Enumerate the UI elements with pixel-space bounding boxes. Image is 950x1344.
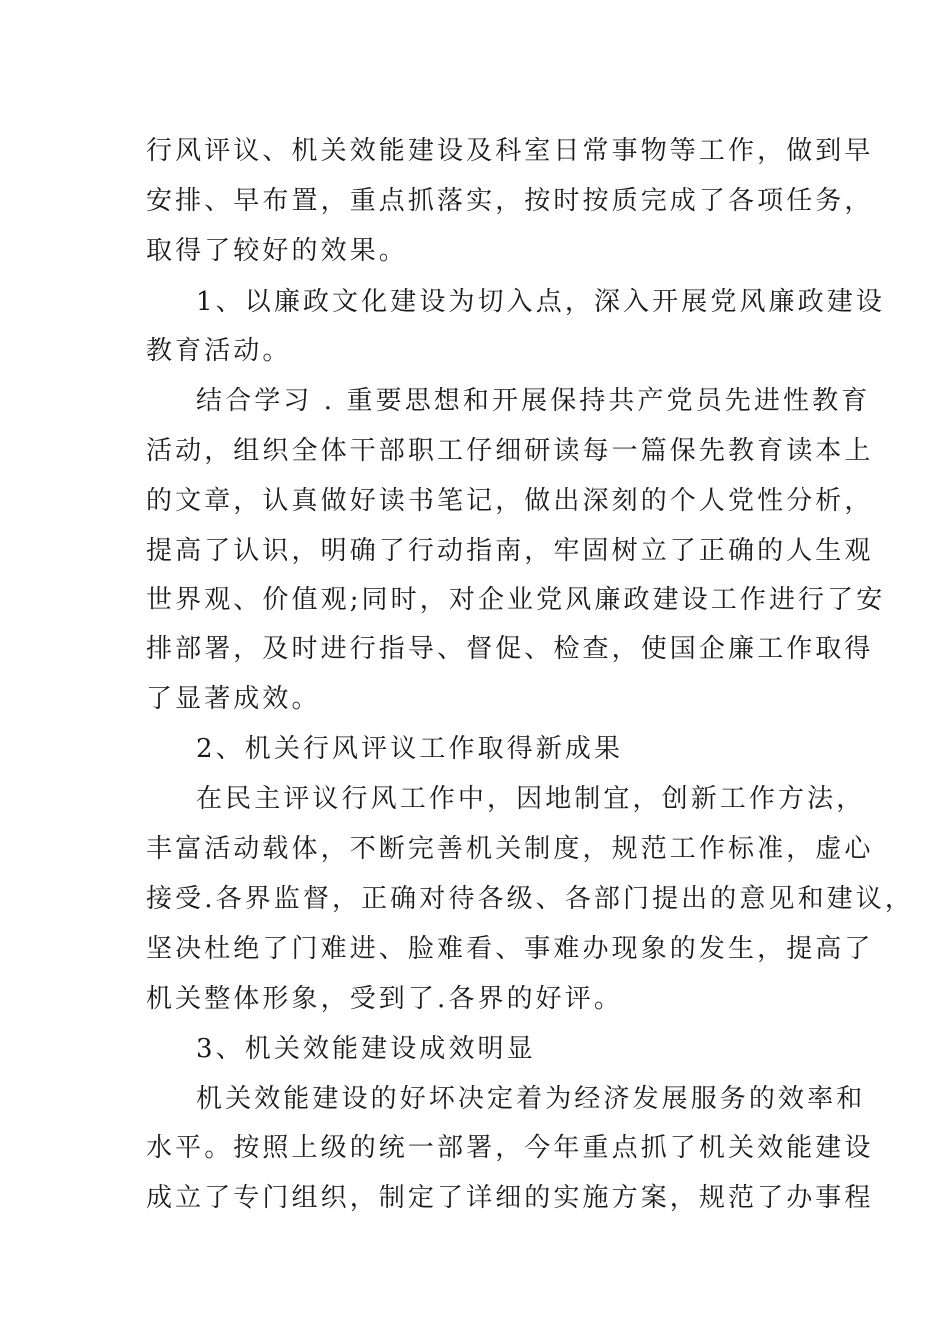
text-line: 水平。按照上级的统一部署，今年重点抓了机关效能建设 xyxy=(146,1133,874,1163)
text-line: 1、以廉政文化建设为切入点，深入开展党风廉政建设 xyxy=(196,287,885,317)
text-line: 排部署，及时进行指导、督促、检查，使国企廉工作取得 xyxy=(146,634,874,664)
text-line: 世界观、价值观;同时，对企业党风廉政建设工作进行了安 xyxy=(146,585,886,615)
section-heading: 2、机关行风评议工作取得新成果 xyxy=(196,734,624,764)
text-line: 提高了认识，明确了行动指南，牢固树立了正确的人生观 xyxy=(146,536,874,566)
text-line: 接受.各界监督，正确对待各级、各部门提出的意见和建议， xyxy=(146,884,914,914)
text-line: 取得了较好的效果。 xyxy=(146,236,408,266)
text-line: 的文章，认真做好读书笔记，做出深刻的个人党性分析， xyxy=(146,486,874,516)
text-line: 安排、早布置，重点抓落实，按时按质完成了各项任务， xyxy=(146,186,874,216)
text-line: 行风评议、机关效能建设及科室日常事物等工作，做到早 xyxy=(146,136,874,166)
text-line: 了显著成效。 xyxy=(146,684,321,714)
section-heading: 3、机关效能建设成效明显 xyxy=(196,1034,536,1064)
text-line: 活动，组织全体干部职工仔细研读每一篇保先教育读本上 xyxy=(146,436,874,466)
text-line: 机关整体形象，受到了.各界的好评。 xyxy=(146,984,623,1014)
text-line: 机关效能建设的好坏决定着为经济发展服务的效率和 xyxy=(196,1084,866,1114)
text-line: 结合学习 . 重要思想和开展保持共产党员先进性教育 xyxy=(196,386,871,416)
text-line: 在民主评议行风工作中，因地制宜，创新工作方法， xyxy=(196,784,866,814)
text-line: 成立了专门组织，制定了详细的实施方案，规范了办事程 xyxy=(146,1183,874,1213)
text-line: 教育活动。 xyxy=(146,336,292,366)
text-line: 丰富活动载体，不断完善机关制度，规范工作标准，虚心 xyxy=(146,834,874,864)
text-line: 坚决杜绝了门难进、脸难看、事难办现象的发生，提高了 xyxy=(146,934,874,964)
